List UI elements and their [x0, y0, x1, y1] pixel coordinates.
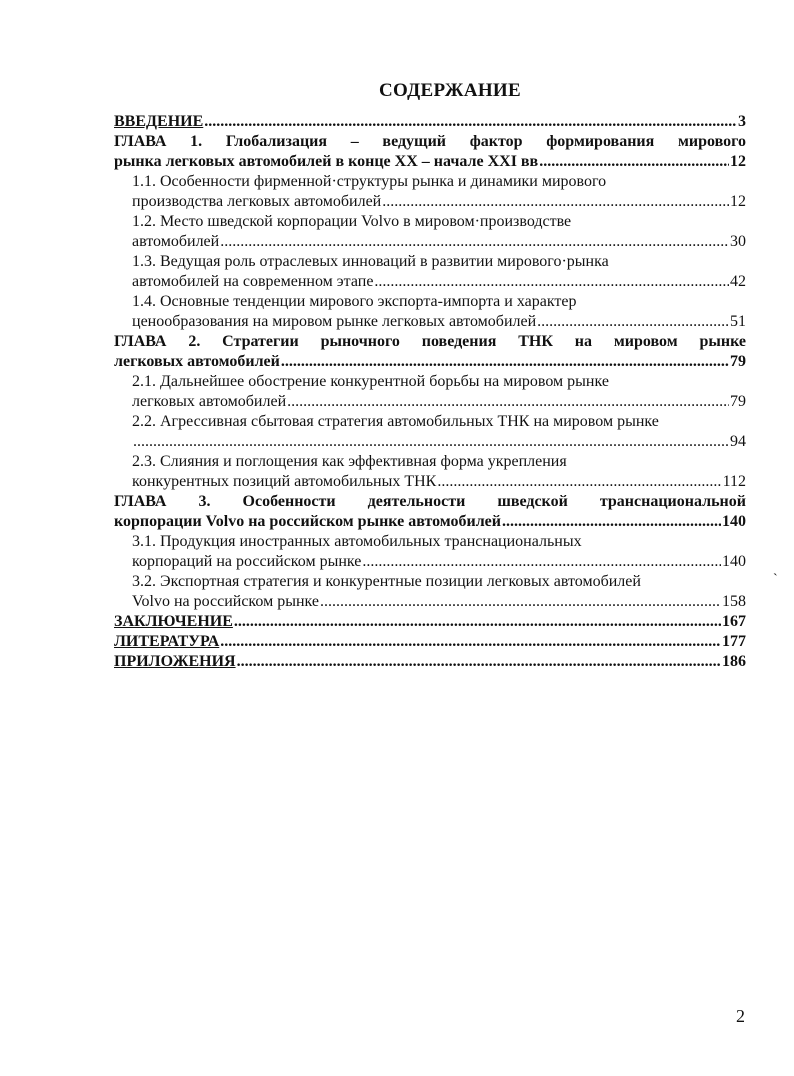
dot-leader — [234, 612, 721, 632]
toc-entry-title-line: 2.3. Слияния и поглощения как эффективная форма укрепления — [132, 453, 567, 470]
toc-section-entry[interactable] — [114, 252, 746, 292]
toc-entry-title: Volvo на российском рынке — [132, 593, 319, 610]
dot-leader — [320, 592, 721, 612]
toc-section-entry[interactable] — [114, 172, 746, 212]
dot-leader — [362, 552, 721, 572]
dot-leader — [374, 272, 729, 292]
dot-leader — [220, 232, 729, 252]
toc-section-entry[interactable] — [114, 292, 746, 332]
toc-chapter-entry[interactable] — [114, 332, 746, 372]
toc-entry-title: ценообразования на мировом рынке легковых автомобилей — [132, 313, 537, 330]
dot-leader — [437, 472, 721, 492]
page-title: СОДЕРЖАНИЕ — [379, 80, 521, 101]
toc-entry-title-line: 1.4. Основные тенденции мирового экспорта-импорта и характер — [132, 293, 577, 310]
dot-leader — [133, 432, 729, 452]
toc-page-number: 79 — [730, 393, 746, 410]
toc-entry-title: рынка легковых автомобилей в конце XX – начале XXI вв — [114, 153, 539, 170]
dot-leader — [502, 512, 721, 532]
toc-chapter-entry[interactable] — [114, 492, 746, 532]
toc-entry-title: корпорации Volvo на российском рынке автомобилей — [114, 513, 501, 530]
toc-entry-title-line: ГЛАВА 1. Глобализация – ведущий фактор формирования мирового — [114, 133, 746, 150]
dot-leader — [204, 112, 737, 132]
toc-page-number: 79 — [730, 353, 746, 370]
toc-entry-title-line: 3.1. Продукция иностранных автомобильных транснациональных — [132, 533, 582, 550]
toc-section-entry[interactable] — [114, 372, 746, 412]
toc-page-number: 177 — [722, 633, 746, 650]
toc-section-entry[interactable] — [114, 452, 746, 492]
toc-entry-title: легковых автомобилей — [132, 393, 287, 410]
toc-page-number: 140 — [722, 513, 746, 530]
toc-chapter-entry[interactable] — [114, 112, 746, 132]
toc-entry-title-line: ГЛАВА 2. Стратегии рыночного поведения ТНК на мировом рынке — [114, 333, 746, 350]
toc-section-entry[interactable] — [114, 412, 746, 452]
toc-section-entry[interactable] — [114, 532, 746, 572]
dot-leader — [537, 312, 729, 332]
dot-leader — [287, 392, 729, 412]
toc-entry-title: автомобилей — [132, 233, 220, 250]
toc-page-number: 42 — [730, 273, 746, 290]
dot-leader — [220, 632, 721, 652]
toc-page-number: 167 — [722, 613, 746, 630]
toc-entry-title-line: 1.3. Ведущая роль отраслевых инноваций в развитии мирового·рынка — [132, 253, 609, 270]
toc-page-number: 51 — [730, 313, 746, 330]
toc-entry-title-line: ГЛАВА 3. Особенности деятельности шведской транснациональной — [114, 493, 746, 510]
toc-entry-title: ЗАКЛЮЧЕНИЕ — [114, 613, 233, 630]
toc-entry-title: автомобилей на современном этапе — [132, 273, 374, 290]
toc-page-number: 12 — [730, 153, 746, 170]
toc-chapter-entry[interactable] — [114, 632, 746, 652]
table-of-contents — [114, 112, 746, 672]
page-number: 2 — [736, 1006, 745, 1026]
toc-page-number: 3 — [738, 113, 746, 130]
toc-page-number: 158 — [722, 593, 746, 610]
toc-section-entry[interactable] — [114, 212, 746, 252]
toc-page-number: 140 — [722, 553, 746, 570]
dot-leader — [382, 192, 729, 212]
stray-mark: ` — [773, 572, 778, 587]
toc-entry-title-line: 2.1. Дальнейшее обострение конкурентной борьбы на мировом рынке — [132, 373, 609, 390]
toc-entry-title-line: 3.2. Экспортная стратегия и конкурентные позиции легковых автомобилей — [132, 573, 641, 590]
dot-leader — [539, 152, 729, 172]
toc-page-number: 186 — [722, 653, 746, 670]
toc-chapter-entry[interactable] — [114, 652, 746, 672]
toc-page-number: 30 — [730, 233, 746, 250]
toc-entry-title: ПРИЛОЖЕНИЯ — [114, 653, 236, 670]
toc-page-number: 12 — [730, 193, 746, 210]
dot-leader — [237, 652, 721, 672]
toc-page-number: 94 — [730, 433, 746, 450]
toc-chapter-entry[interactable] — [114, 132, 746, 172]
toc-entry-title-line: 2.2. Агрессивная сбытовая стратегия автомобильных ТНК на мировом рынке — [132, 413, 659, 430]
toc-entry-title: конкурентных позиций автомобильных ТНК — [132, 473, 437, 490]
toc-entry-title: легковых автомобилей — [114, 353, 280, 370]
toc-entry-title-line: 1.1. Особенности фирменной·структуры рынка и динамики мирового — [132, 173, 607, 190]
toc-entry-title: ВВЕДЕНИЕ — [114, 113, 204, 130]
toc-page-number: 112 — [722, 473, 746, 490]
dot-leader — [281, 352, 729, 372]
toc-entry-title-line: 1.2. Место шведской корпорации Volvo в мировом·производстве — [132, 213, 572, 230]
toc-entry-title: производства легковых автомобилей — [132, 193, 382, 210]
toc-section-entry[interactable] — [114, 572, 746, 612]
toc-entry-title: ЛИТЕРАТУРА — [114, 633, 220, 650]
toc-chapter-entry[interactable] — [114, 612, 746, 632]
toc-entry-title: корпораций на российском рынке — [132, 553, 362, 570]
